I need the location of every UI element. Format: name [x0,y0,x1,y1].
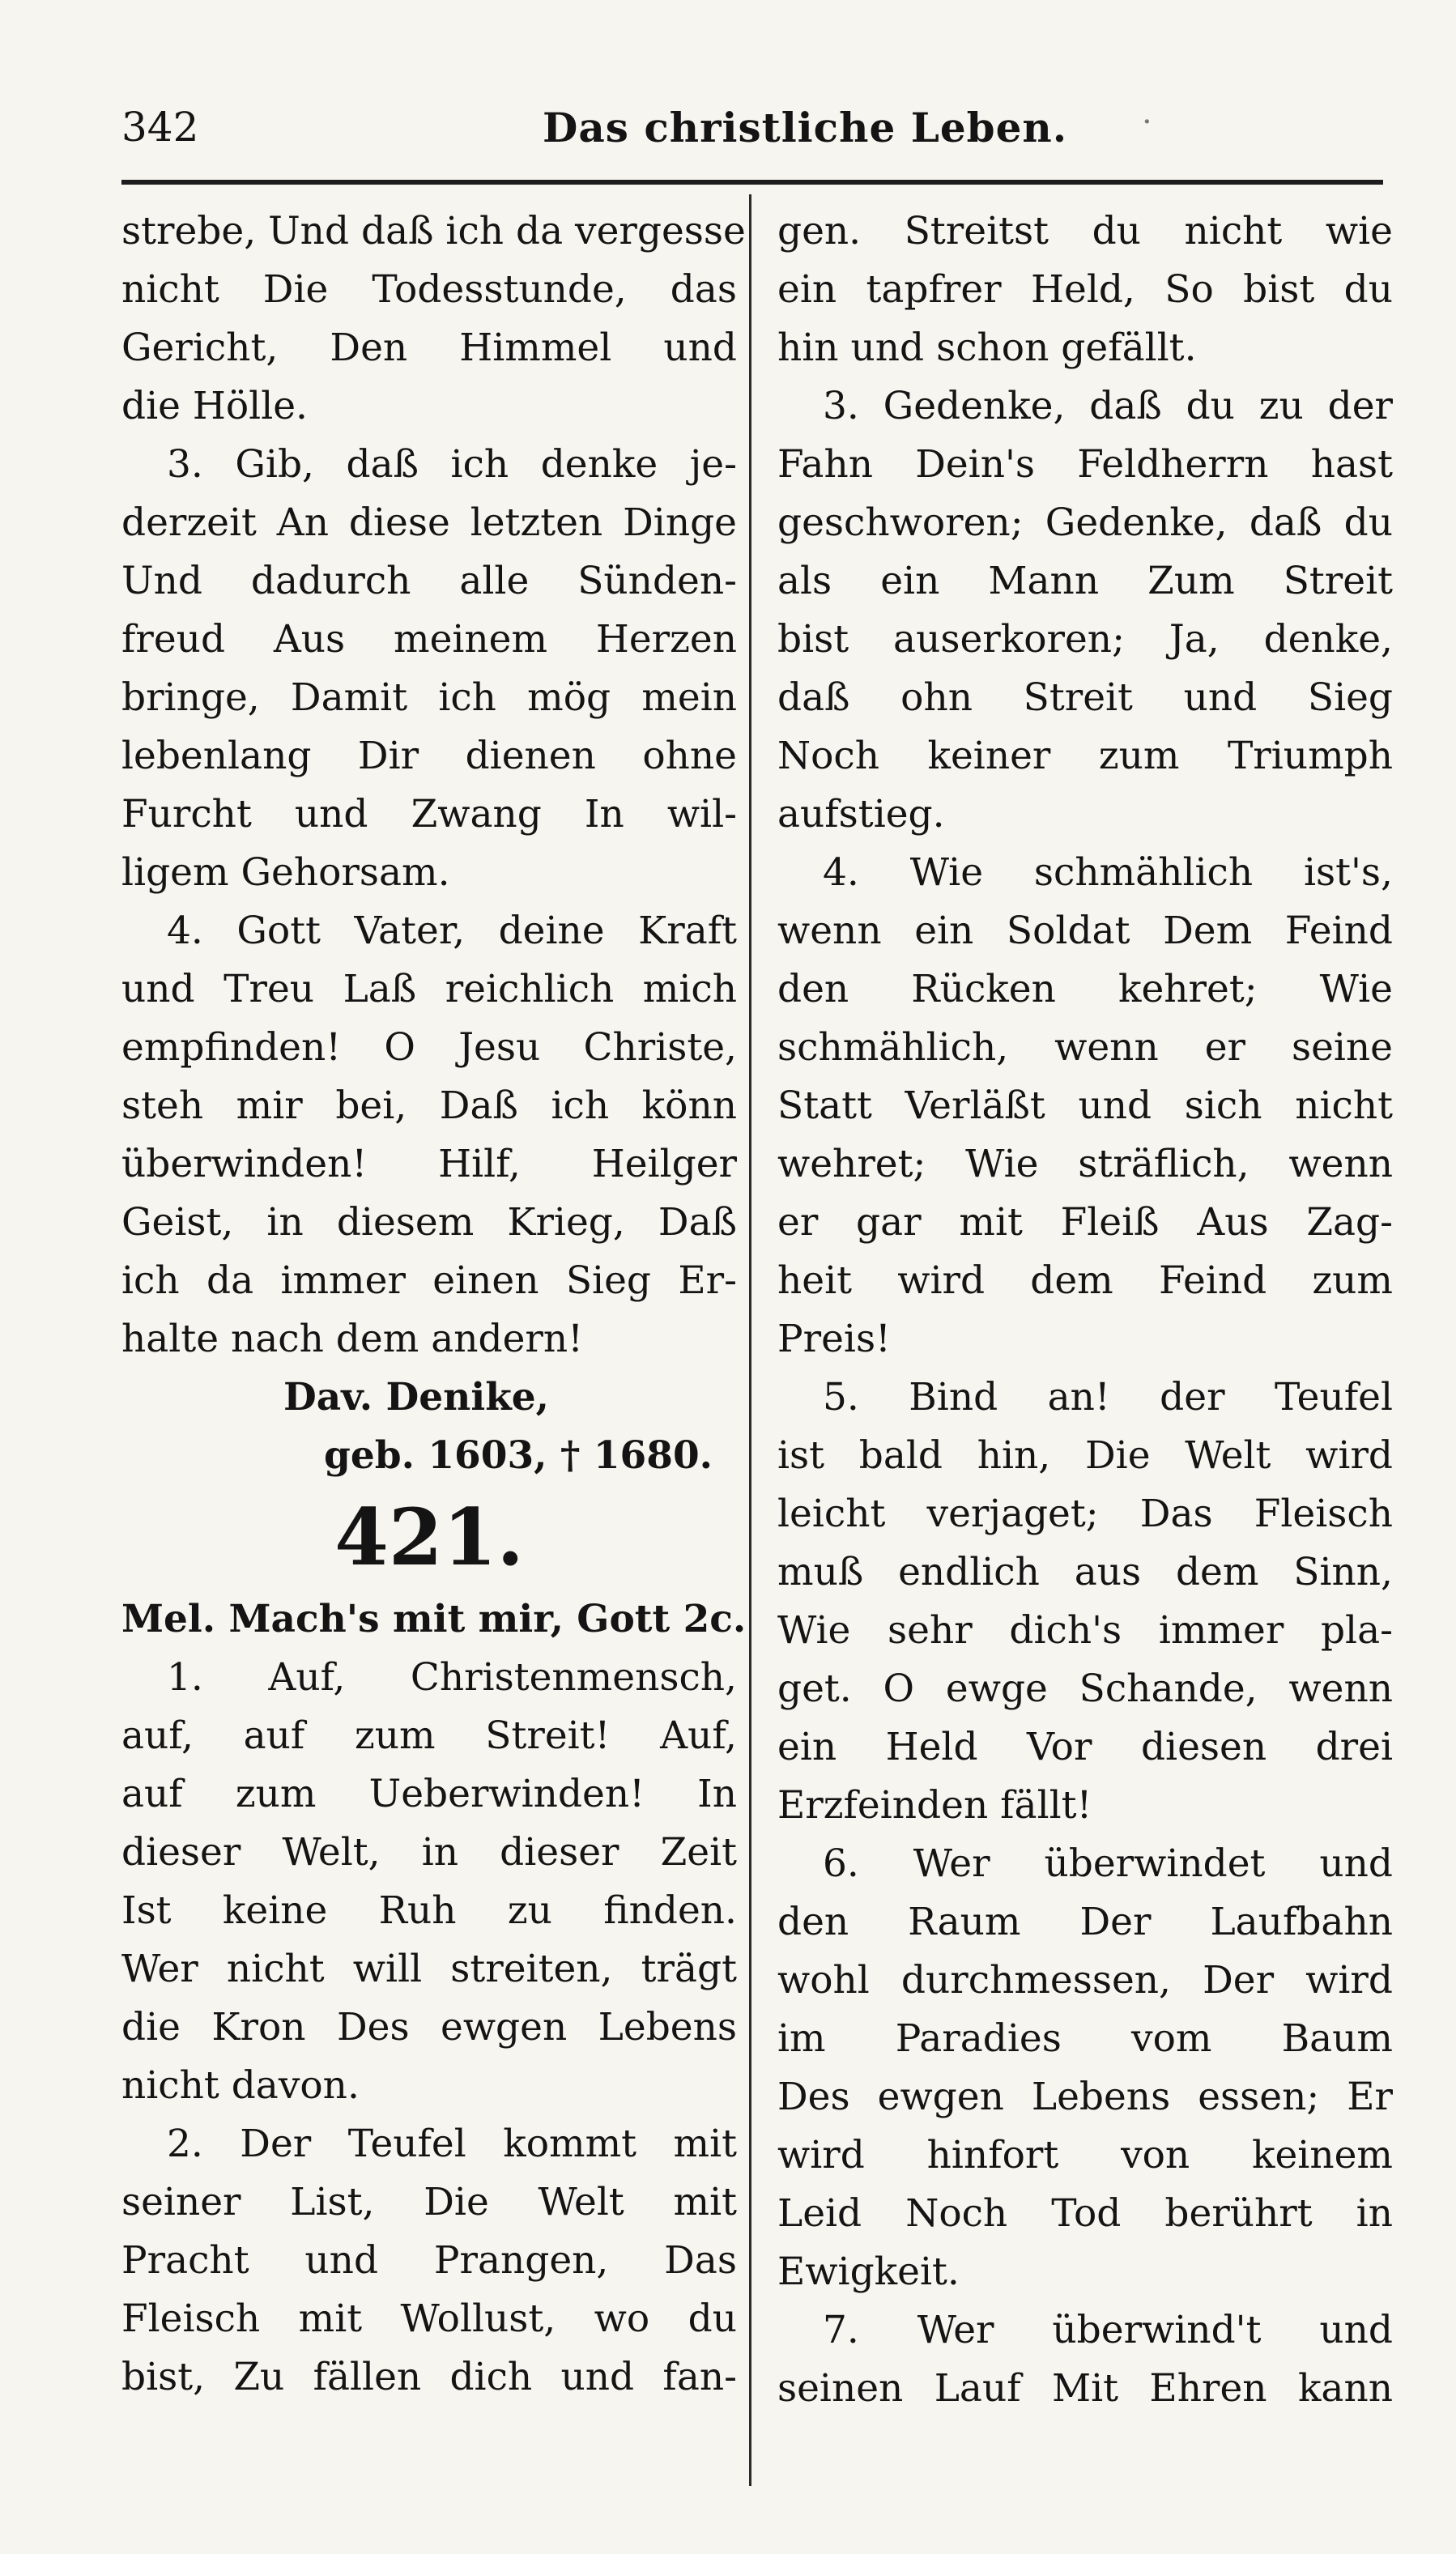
text-line: überwinden! Hilf, Heilger [121,1142,737,1186]
verse-start: 3. Gib, daß ich denke je- [167,442,737,487]
text-line: ein Held Vor diesen drei [777,1725,1393,1769]
text-line: derzeit An diese letzten Dinge [121,500,737,545]
text-line: Preis! [777,1317,891,1361]
text-line: strebe, Und daß ich da vergesse [121,209,746,253]
text-line: seinen Lauf Mit Ehren kann [777,2366,1393,2411]
page-header [121,96,1385,160]
text-line: Erzfeinden fällt! [777,1783,1092,1828]
left-column [121,202,747,2407]
text-line: geschworen; Gedenke, daß du [777,500,1393,545]
text-line: seiner List, Die Welt mit [121,2180,737,2224]
text-line: Statt Verläßt und sich nicht [777,1083,1393,1128]
text-line: dieser Welt, in dieser Zeit [121,1830,737,1875]
text-line: lebenlang Dir dienen ohne [121,734,737,778]
text-line: als ein Mann Zum Streit [777,559,1393,603]
text-line: ein tapfrer Held, So bist du [777,267,1393,312]
text-line: wohl durchmessen, Der wird [777,1958,1393,2003]
text-line: Pracht und Prangen, Das [121,2238,737,2283]
text-line: leicht verjaget; Das Fleisch [777,1492,1393,1536]
text-line: bist auserkoren; Ja, denke, [777,617,1393,662]
page-number: 342 [121,104,199,151]
text-line: ist bald hin, Die Welt wird [777,1433,1393,1478]
text-line: Leid Noch Tod berührt in [777,2191,1393,2236]
text-line: muß endlich aus dem Sinn, [777,1550,1393,1594]
text-line: und Treu Laß reichlich mich [121,967,737,1011]
text-line: nicht Die Todesstunde, das [121,267,737,312]
text-line: Fleisch mit Wollust, wo du [121,2296,737,2341]
text-line: Geist, in diesem Krieg, Daß [121,1200,737,1245]
verse-start: 1. Auf, Christenmensch, [167,1655,737,1700]
melody-line: Mel. Mach's mit mir, Gott 2c. [121,1597,747,1641]
text-line: die Kron Des ewgen Lebens [121,2005,737,2050]
text-line: hin und schon gefällt. [777,326,1197,370]
text-line: schmählich, wenn er seine [777,1025,1393,1070]
text-line: wird hinfort von keinem [777,2133,1393,2177]
text-line: er gar mit Fleiß Aus Zag- [777,1200,1393,1245]
verse-start: 7. Wer überwind't und [823,2308,1393,2352]
text-line: bringe, Damit ich mög mein [121,675,737,720]
right-column [777,202,1393,2418]
text-line: Des ewgen Lebens essen; Er [777,2075,1393,2119]
header-mark: · [1142,104,1152,141]
text-line: bist, Zu fällen dich und fan- [121,2355,737,2399]
text-line: get. O ewge Schande, wenn [777,1666,1393,1711]
verse-start: 5. Bind an! der Teufel [823,1375,1393,1420]
text-line: Und dadurch alle Sünden- [121,559,737,603]
verse-start: 4. Wie schmählich ist's, [823,850,1393,895]
text-line: aufstieg. [777,792,945,836]
text-line: den Raum Der Laufbahn [777,1900,1393,1944]
text-line: gen. Streitst du nicht wie [777,209,1393,253]
text-line: ligem Gehorsam. [121,850,450,895]
text-line: im Paradies vom Baum [777,2016,1393,2061]
text-line: halte nach dem andern! [121,1317,584,1361]
hymn-author-dates: geb. 1603, † 1680. [324,1433,713,1478]
running-title: Das christliche Leben. [543,104,1068,151]
text-line: Wer nicht will streiten, trägt [121,1947,737,1991]
text-line: ich da immer einen Sieg Er- [121,1258,737,1303]
text-line: auf, auf zum Streit! Auf, [121,1713,737,1758]
text-line: die Hölle. [121,384,308,428]
text-line: Furcht und Zwang In wil- [121,792,737,836]
text-line: Noch keiner zum Triumph [777,734,1393,778]
hymn-author: Dav. Denike, [283,1375,550,1420]
text-line: daß ohn Streit und Sieg [777,675,1393,720]
text-line: auf zum Ueberwinden! In [121,1772,737,1816]
header-rule [121,180,1383,185]
text-line: wehret; Wie sträflich, wenn [777,1142,1393,1186]
text-line: Gericht, Den Himmel und [121,326,737,370]
text-line: Ewigkeit. [777,2250,960,2294]
text-line: den Rücken kehret; Wie [777,967,1393,1011]
text-line: heit wird dem Feind zum [777,1258,1393,1303]
hymn-number: 421. [334,1492,524,1583]
text-line: steh mir bei, Daß ich könn [121,1083,737,1128]
text-line: nicht davon. [121,2063,360,2108]
text-line: wenn ein Soldat Dem Feind [777,909,1393,953]
text-line: Wie sehr dich's immer pla- [777,1608,1393,1653]
text-line: empfinden! O Jesu Christe, [121,1025,737,1070]
verse-start: 6. Wer überwindet und [823,1841,1393,1886]
text-line: Ist keine Ruh zu finden. [121,1888,737,1933]
verse-start: 2. Der Teufel kommt mit [167,2122,737,2166]
text-line: Fahn Dein's Feldherrn hast [777,442,1393,487]
text-line: freud Aus meinem Herzen [121,617,737,662]
verse-start: 3. Gedenke, daß du zu der [823,384,1393,428]
verse-start: 4. Gott Vater, deine Kraft [167,909,737,953]
column-divider [749,194,751,2486]
